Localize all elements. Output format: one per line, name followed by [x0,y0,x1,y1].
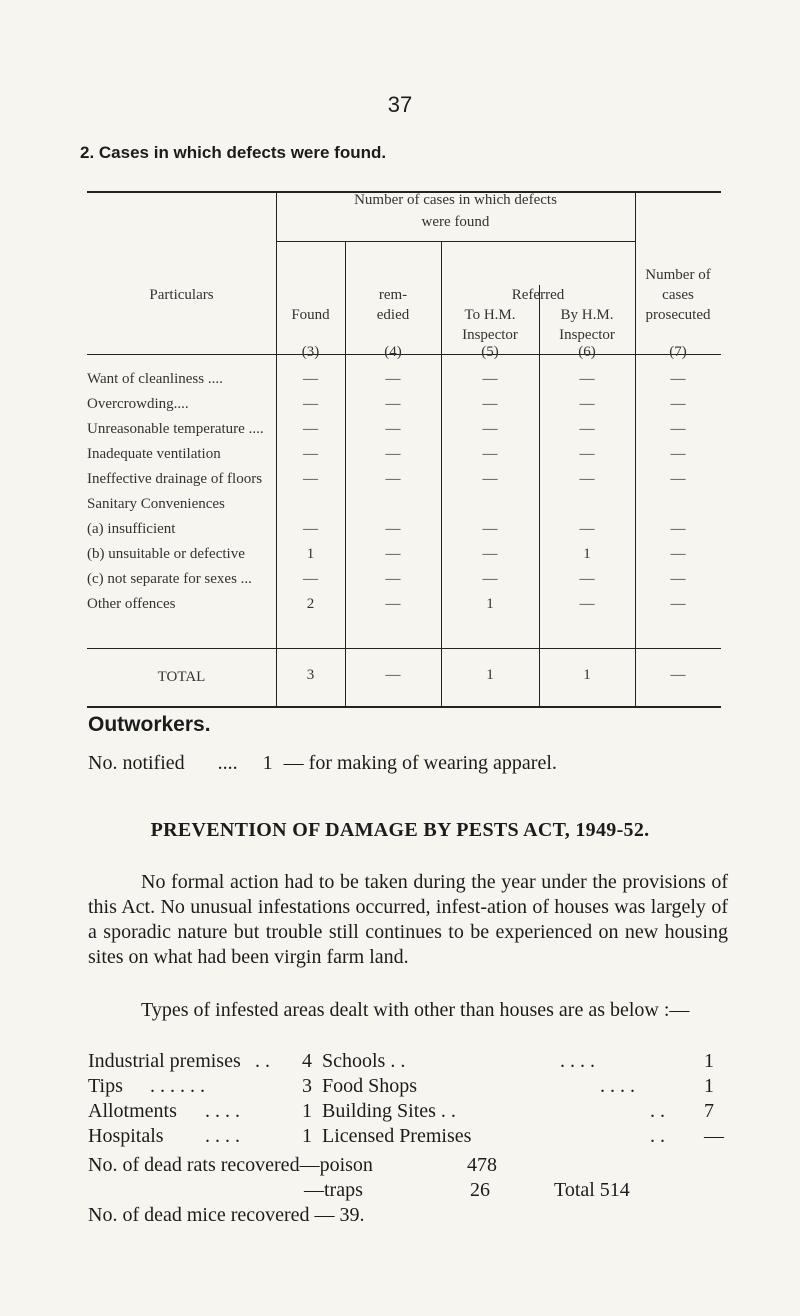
column-number-found: (3) [301,344,320,360]
cell-by: — [579,471,595,487]
area-dots: . . [650,1125,665,1147]
row-label: Inadequate ventilation [87,446,221,462]
row-label: Want of cleanliness .... [87,371,223,387]
area-count: 1 [704,1050,714,1072]
cell-to: — [482,571,498,587]
total-top-rule [87,648,721,649]
row-label: (c) not separate for sexes ... [87,571,252,587]
area-count: 7 [704,1100,714,1122]
header-group-line1: Number of cases in which defects [354,192,557,208]
header-by-hm-line2: Inspector [559,327,615,343]
row-label: Sanitary Conveniences [87,496,225,512]
header-group-line2: were found [421,214,490,230]
cell-remedied: — [385,571,401,587]
header-to-hm-line1: To H.M. [464,307,516,323]
header-remedied-line2: edied [376,307,410,323]
area-count: 1 [302,1125,312,1147]
rats-traps-count: 26 [470,1179,490,1201]
cell-remedied: — [385,471,401,487]
cell-found: — [303,471,318,487]
page-number: 37 [387,92,413,117]
rats-traps-label: —traps [304,1179,363,1201]
header-to-hm-line2: Inspector [462,327,518,343]
area-dots: . . . . [560,1050,595,1072]
column-number-remedied: (4) [384,344,402,360]
area-dots: . . . . [205,1100,240,1122]
cell-found: — [303,421,318,437]
cell-to: — [482,546,498,562]
area-dots: . . . . [205,1125,240,1147]
cell-prosecuted: — [670,446,686,462]
cell-found: — [303,571,318,587]
area-count: 1 [704,1075,714,1097]
header-prosecuted-line3: prosecuted [645,307,711,323]
area-name: Licensed Premises [322,1125,472,1147]
cell-found: — [303,396,318,412]
header-prosecuted-line1: Number of [645,267,711,283]
header-remedied-line1: rem- [378,287,408,303]
cell-by: — [579,421,595,437]
cell-prosecuted: — [670,371,686,387]
cell-remedied: — [385,546,401,562]
cell-by: — [579,571,595,587]
cell-remedied: — [385,521,401,537]
column-number-by: (6) [578,344,596,360]
row-label: (b) unsuitable or defective [87,546,245,562]
cell-by: — [579,396,595,412]
row-label: Overcrowding.... [87,396,189,412]
area-name: Schools . . [322,1050,406,1072]
cell-to: — [482,471,498,487]
area-name: Industrial premises [88,1050,241,1072]
cell-prosecuted: — [670,596,686,612]
total-prosecuted: — [670,667,686,683]
pests-act-title: PREVENTION OF DAMAGE BY PESTS ACT, 1949-52. [150,819,650,841]
cell-to: — [482,371,498,387]
header-prosecuted-line2: cases [662,287,694,303]
cell-by: — [579,521,595,537]
notified-text: — for making of wearing apparel. [283,752,557,774]
rats-poison-count: 478 [467,1154,497,1176]
rats-total: Total 514 [554,1179,630,1201]
area-dots: . . . . . . [150,1075,205,1097]
notified-dots: .... [217,752,238,774]
notified-label: No. notified [88,752,185,774]
row-label: Other offences [87,596,176,612]
header-by-hm-line1: By H.M. [560,307,614,323]
cell-by: — [579,371,595,387]
area-name: Building Sites . . [322,1100,456,1122]
pests-paragraph-1: No formal action had to be taken during the year under the provisions of this Act. No unusual infestations occurred, infest-ation of houses was largely of a sporadic nature but trouble still continues to be experienced on new housing sites on what had been virgin farm land. [88,871,728,968]
cell-remedied: — [385,421,401,437]
cell-by: — [579,596,595,612]
cell-prosecuted: — [670,521,686,537]
cell-to: — [482,396,498,412]
notified-count: 1 [262,752,273,774]
group-header-rule [276,241,635,242]
area-dots: . . [650,1100,665,1122]
area-name: Hospitals [88,1125,164,1147]
header-found: Found [291,307,330,323]
column-number-prosecuted: (7) [669,344,687,360]
pests-paragraph-2: Types of infested areas dealt with other than houses are as below :— [141,999,690,1021]
table-bottom-rule [87,706,721,708]
cell-prosecuted: — [670,546,686,562]
cell-prosecuted: — [670,471,686,487]
total-remedied: — [385,667,401,683]
cell-found: 1 [306,546,315,562]
total-label: TOTAL [157,669,206,685]
cell-to: — [482,521,498,537]
cell-prosecuted: — [670,421,686,437]
cell-remedied: — [385,396,401,412]
header-particulars: Particulars [149,287,214,303]
header-referred: Referred [511,287,565,303]
area-name: Food Shops [322,1075,418,1097]
cell-remedied: — [385,596,401,612]
cell-found: — [303,446,318,462]
rats-poison-label: No. of dead rats recovered—poison [88,1154,373,1176]
cell-to: 1 [486,596,494,612]
mice-line: No. of dead mice recovered — 39. [88,1204,365,1226]
section-title: 2. Cases in which defects were found. [80,143,387,162]
area-dots: . . [255,1050,270,1072]
cell-prosecuted: — [670,396,686,412]
area-count: 3 [302,1075,312,1097]
cell-found: 2 [306,596,315,612]
cell-prosecuted: — [670,571,686,587]
cell-by: 1 [583,546,591,562]
cell-found: — [303,371,318,387]
cell-remedied: — [385,371,401,387]
area-count: 1 [302,1100,312,1122]
area-count: — [704,1125,724,1147]
row-label: Ineffective drainage of floors [87,471,263,487]
cell-by: — [579,446,595,462]
row-label: Unreasonable temperature .... [87,421,264,437]
total-to: 1 [486,667,494,683]
area-name: Allotments [88,1100,177,1122]
area-name: Tips [88,1075,123,1097]
cell-found: — [303,521,318,537]
outworkers-line [88,752,557,775]
row-label: (a) insufficient [87,521,176,537]
cell-to: — [482,446,498,462]
outworkers-title: Outworkers. [88,713,211,736]
column-number-to: (5) [481,344,499,360]
cell-remedied: — [385,446,401,462]
area-dots: . . . . [600,1075,635,1097]
total-found: 3 [306,667,315,683]
total-by: 1 [583,667,591,683]
area-count: 4 [302,1050,312,1072]
cell-to: — [482,421,498,437]
